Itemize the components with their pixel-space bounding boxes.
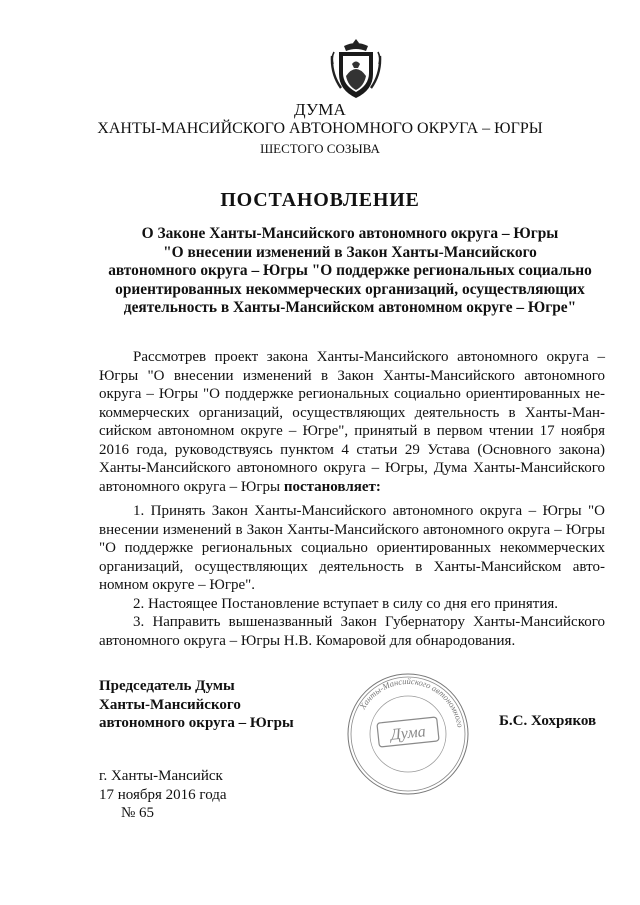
organization-name: ДУМА: [293, 100, 347, 119]
issue-date: 17 ноября 2016 года: [99, 786, 227, 803]
subject-line: автономного округа – Югры "О поддержке региональных социально: [108, 262, 592, 279]
subject-line: О Законе Ханты-Мансийского автономного округа – Югры: [141, 225, 559, 242]
signatory-name: Б.С. Хохряков: [499, 713, 597, 729]
signatory-title-line: Председатель Думы: [99, 678, 235, 694]
subject-line: ориентированных некоммерческих организаций, осуществляющих: [115, 280, 585, 298]
resolves-word: постановляет:: [283, 478, 381, 495]
signatory-title-line: автономного округа – Югры: [99, 715, 294, 731]
signatory-title: [99, 677, 294, 733]
stamp-ring-text: Ханты-Мансийского автономного: [357, 675, 466, 729]
resolution-item: 2. Настоящее Постановление вступает в силу со дня его принятия.: [133, 595, 559, 612]
document-subject: [60, 225, 640, 318]
signatory-title-line: Ханты-Мансийского: [99, 696, 241, 713]
document-type-title: ПОСТАНОВЛЕНИЕ: [220, 189, 420, 211]
resolution-item: 1. Принять Закон Ханты-Мансийского автономного округа – Югры "О внесении изменений в Закон Ханты-Мансийского автономного округа – Югры "О поддержке региональных социально ориентированных некоммерческих организаций, осуществляющих деятельность в Ханты-Мансийском автономном округе – Югре".: [99, 503, 605, 593]
stamp-center-text: Дума: [389, 723, 427, 744]
preamble-paragraph: [99, 348, 605, 496]
document-number: № 65: [121, 805, 155, 821]
resolution-items: [99, 502, 605, 650]
preamble-text: Рассмотрев проект закона Ханты-Мансийского автономного округа – Югры "О внесении изменений в Закон Ханты-Мансийского автономного округа – Югры "О поддержке региональных социально ориентированных некоммерческих организаций, осуществляющих деятельность в Ханты-Мансийском автономном округе – Югре", принятый в первом чтении 17 ноября 2016 года, руководствуясь пунктом 4 статьи 29 Устава (Основного закона) Ханты-Мансийского автономного округа – Югры, Дума Ханты-Мансийского автономного округа – Югры: [99, 349, 605, 495]
official-stamp: [345, 671, 471, 797]
subject-line: "О внесении изменений в Закон Ханты-Мансийского: [163, 243, 537, 261]
subject-line: деятельность в Ханты-Мансийском автономном округе – Югре": [123, 299, 577, 316]
coat-of-arms-icon: [330, 38, 382, 100]
issue-place: г. Ханты-Мансийск: [99, 768, 223, 784]
organization-region: ХАНТЫ-МАНСИЙСКОГО АВТОНОМНОГО ОКРУГА – ЮГРЫ: [97, 120, 543, 137]
resolution-item: 3. Направить вышеназванный Закон Губернатору Ханты-Мансийского автономного округа – Югры Н.В. Комаровой для обнародования.: [99, 614, 605, 649]
convocation: ШЕСТОГО СОЗЫВА: [260, 141, 380, 156]
document-footer: [99, 767, 227, 823]
